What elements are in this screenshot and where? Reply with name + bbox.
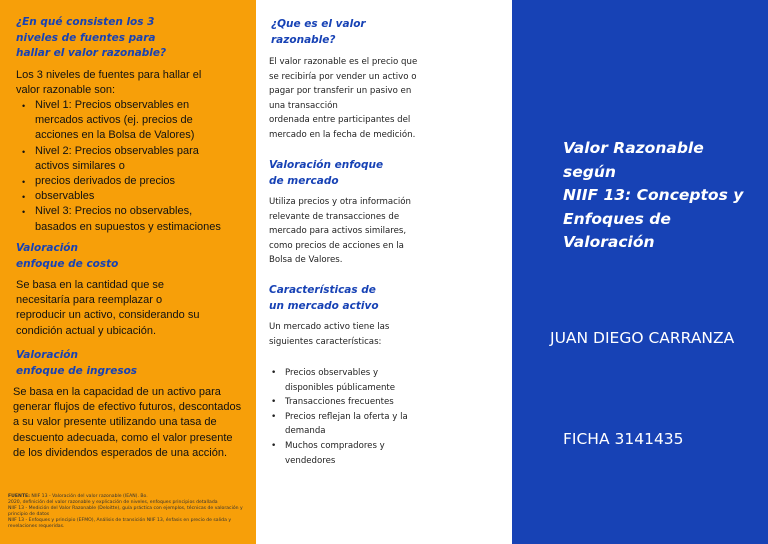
cover-title: Valor Razonable según NIIF 13: Conceptos y Enfoques de Valoración: [563, 139, 744, 251]
levels-question-heading: ¿En qué consisten los 3 niveles de fuentes para hallar el valor razonable?: [16, 16, 167, 59]
ficha-number: FICHA 3141435: [563, 430, 684, 448]
level-2-item: • Nivel 2: Precios observables para activos similares o: [16, 144, 252, 174]
definition-text: El valor razonable es el precio que se recibiría por vender un activo o pagar por transferir un pasivo en una transacción ordenada entre participantes del mercado en la fecha de medición.: [269, 57, 418, 140]
middle-panel: [256, 0, 512, 544]
left-panel: [0, 0, 256, 544]
active-market-item: • Transacciones frecuentes: [269, 395, 505, 410]
cost-approach-text: Se basa en la cantidad que se necesitaría para reemplazar o reproducir un activo, considerando su condición actual y ubicación.: [16, 279, 200, 337]
level-2-derived-item: • precios derivados de precios: [16, 174, 252, 189]
active-market-item: • Precios reflejan la oferta y la demanda: [269, 410, 505, 439]
author-name: JUAN DIEGO CARRANZA: [550, 329, 735, 347]
market-approach-heading: Valoración enfoque de mercado: [269, 159, 384, 187]
active-market-heading: Características de un mercado activo: [269, 284, 379, 312]
level-3-item: • Nivel 3: Precios no observables, basados en supuestos y estimaciones: [16, 204, 252, 234]
active-market-item: • Precios observables y disponibles públicamente: [269, 366, 505, 395]
sources-footnote: [8, 494, 248, 530]
levels-intro-text: Los 3 niveles de fuentes para hallar el valor razonable son:: [16, 69, 202, 97]
level-1-item: • Nivel 1: Precios observables en mercados activos (ej. precios de acciones en la Bolsa de Valores): [16, 98, 252, 144]
income-approach-text: Se basa en la capacidad de un activo para generar flujos de efectivo futuros, descontados a su valor presente utilizando una tasa de descuento adecuada, como el valor presente de los dividendos esperados de una acción.: [13, 386, 242, 459]
active-market-item: • Muchos compradores y vendedores: [269, 439, 505, 468]
level-2-observables-item: • observables: [16, 189, 252, 204]
income-approach-heading: Valoración enfoque de ingresos: [16, 349, 138, 377]
active-market-list: [269, 366, 505, 468]
cover-panel: [512, 0, 768, 544]
definition-heading: ¿Que es el valor razonable?: [271, 18, 366, 46]
sources-text: NIIF 13 - Valoración del valor razonable (IEAN). Bo. 2020, definición del valor razonable y explicación de niveles, enfoques principios detallada NIIF 13 - Medición del Valor Razonable (Deloitte), guía práctica con ejemplos, técnicas de valoración y principio de datos NIIF 13 - Enfoques y principio (EFMO), Análisis de transición NIIF 13, énfasis en precio de salida y revelaciones requeridas.: [8, 494, 243, 529]
market-approach-text: Utiliza precios y otra información relevante de transacciones de mercado para activos similares, como precios de acciones en la Bolsa de Valores.: [269, 197, 411, 266]
levels-list: [16, 98, 252, 235]
cost-approach-heading: Valoración enfoque de costo: [16, 242, 119, 270]
sources-label: FUENTE:: [8, 494, 30, 499]
active-market-intro: Un mercado activo tiene las siguientes características:: [269, 322, 390, 347]
